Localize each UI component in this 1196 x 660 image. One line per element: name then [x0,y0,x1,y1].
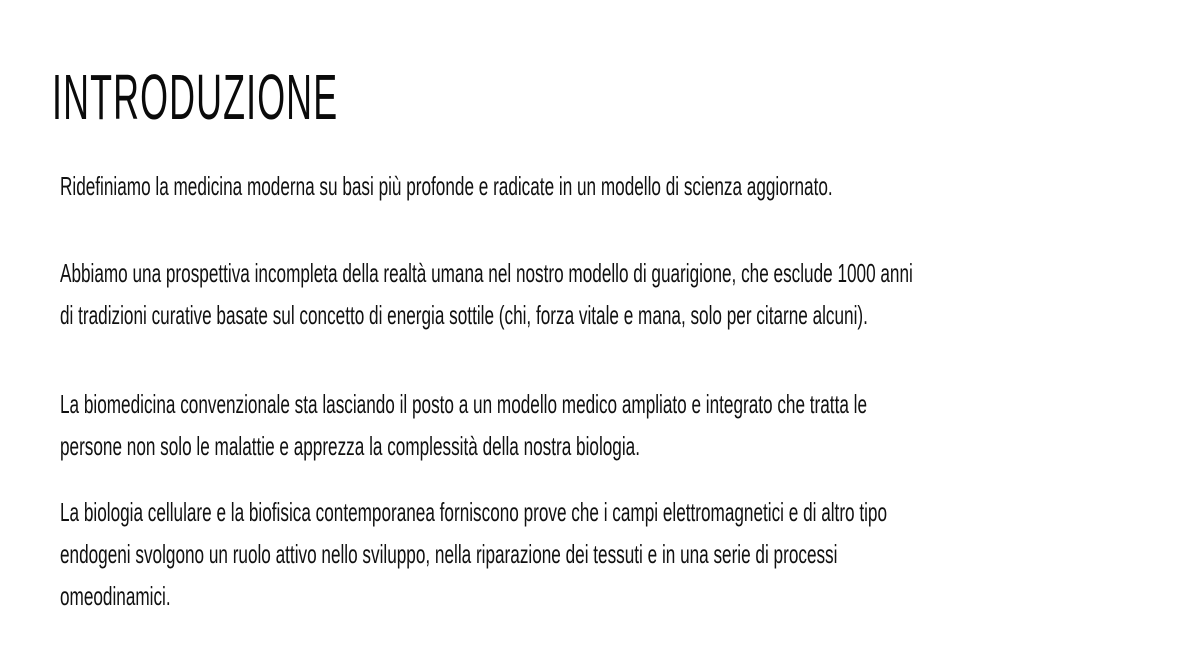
text-line: Abbiamo una prospettiva incompleta della realtà umana nel nostro modello di guarigione, che esclude 1000 anni [60,258,913,288]
paragraph-biophysics [60,491,887,617]
text-line: omeodinamici. [60,581,171,611]
paragraph-perspective [60,252,913,336]
paragraph-intro [60,165,833,207]
text-line: Ridefiniamo la medicina moderna su basi più profonde e radicate in un modello di scienza aggiornato. [60,171,833,201]
text-line: La biologia cellulare e la biofisica contemporanea forniscono prove che i campi elettromagnetici e di altro tipo [60,497,888,527]
text-line: persone non solo le malattie e apprezza la complessità della nostra biologia. [60,431,640,461]
paragraph-biomedicine [60,383,867,467]
page-title: INTRODUZIONE [52,61,339,133]
text-line: La biomedicina convenzionale sta lasciando il posto a un modello medico ampliato e integrato che tratta le [60,389,868,419]
text-line: endogeni svolgono un ruolo attivo nello sviluppo, nella riparazione dei tessuti e in una serie di processi [60,539,838,569]
text-line: di tradizioni curative basate sul concetto di energia sottile (chi, forza vitale e mana, solo per citarne alcuni). [60,300,868,330]
